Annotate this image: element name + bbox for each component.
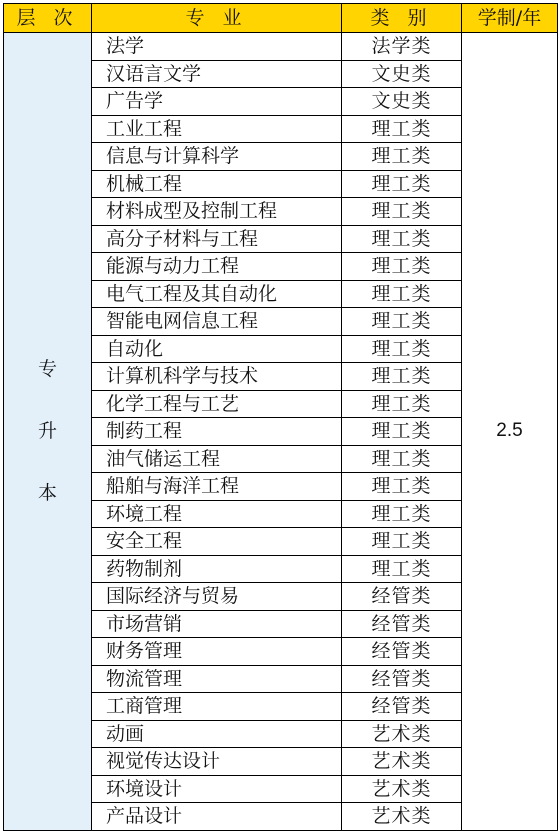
category-cell: 经管类: [342, 583, 462, 611]
category-cell: 法学类: [342, 33, 462, 61]
category-cell: 理工类: [342, 115, 462, 143]
level-cell: [4, 33, 92, 831]
major-cell: 船舶与海洋工程: [92, 473, 342, 501]
category-cell: 艺术类: [342, 720, 462, 748]
major-cell: 油气储运工程: [92, 445, 342, 473]
category-cell: 艺术类: [342, 775, 462, 803]
major-cell: 药物制剂: [92, 555, 342, 583]
category-cell: 理工类: [342, 198, 462, 226]
header-duration: 学制/年: [462, 4, 558, 33]
category-cell: 理工类: [342, 390, 462, 418]
category-cell: 理工类: [342, 280, 462, 308]
major-cell: 能源与动力工程: [92, 253, 342, 281]
major-cell: 环境工程: [92, 500, 342, 528]
major-cell: 动画: [92, 720, 342, 748]
header-category: 类 别: [342, 4, 462, 33]
major-cell: 物流管理: [92, 665, 342, 693]
major-cell: 法学: [92, 33, 342, 61]
category-cell: 经管类: [342, 610, 462, 638]
category-cell: 理工类: [342, 418, 462, 446]
major-cell: 智能电网信息工程: [92, 308, 342, 336]
category-cell: 理工类: [342, 500, 462, 528]
major-cell: 信息与计算科学: [92, 143, 342, 171]
category-cell: 理工类: [342, 253, 462, 281]
majors-body: [4, 33, 558, 831]
category-cell: 经管类: [342, 638, 462, 666]
major-cell: 环境设计: [92, 775, 342, 803]
major-cell: 化学工程与工艺: [92, 390, 342, 418]
major-cell: 视觉传达设计: [92, 748, 342, 776]
major-cell: 产品设计: [92, 803, 342, 831]
level-char: 专: [37, 358, 57, 381]
major-cell: 财务管理: [92, 638, 342, 666]
category-cell: 理工类: [342, 445, 462, 473]
level-char: 本: [37, 482, 57, 505]
major-cell: 广告学: [92, 88, 342, 116]
category-cell: 理工类: [342, 225, 462, 253]
category-cell: 理工类: [342, 555, 462, 583]
major-cell: 电气工程及其自动化: [92, 280, 342, 308]
major-cell: 高分子材料与工程: [92, 225, 342, 253]
major-cell: 工商管理: [92, 693, 342, 721]
category-cell: 理工类: [342, 335, 462, 363]
major-cell: 计算机科学与技术: [92, 363, 342, 391]
category-cell: 经管类: [342, 693, 462, 721]
category-cell: 理工类: [342, 170, 462, 198]
category-cell: 理工类: [342, 528, 462, 556]
header-row: [4, 4, 558, 33]
major-cell: 汉语言文学: [92, 60, 342, 88]
category-cell: 理工类: [342, 363, 462, 391]
category-cell: 理工类: [342, 308, 462, 336]
table-row: [4, 33, 558, 61]
major-cell: 工业工程: [92, 115, 342, 143]
major-cell: 材料成型及控制工程: [92, 198, 342, 226]
major-cell: 市场营销: [92, 610, 342, 638]
major-cell: 安全工程: [92, 528, 342, 556]
majors-table: [3, 3, 558, 831]
category-cell: 文史类: [342, 60, 462, 88]
header-major: 专 业: [92, 4, 342, 33]
category-cell: 理工类: [342, 473, 462, 501]
category-cell: 艺术类: [342, 748, 462, 776]
duration-cell: 2.5: [462, 33, 558, 831]
major-cell: 自动化: [92, 335, 342, 363]
category-cell: 艺术类: [342, 803, 462, 831]
major-cell: 制药工程: [92, 418, 342, 446]
category-cell: 文史类: [342, 88, 462, 116]
level-char: 升: [37, 420, 57, 443]
header-level: 层 次: [4, 4, 92, 33]
major-cell: 国际经济与贸易: [92, 583, 342, 611]
category-cell: 理工类: [342, 143, 462, 171]
major-cell: 机械工程: [92, 170, 342, 198]
category-cell: 经管类: [342, 665, 462, 693]
